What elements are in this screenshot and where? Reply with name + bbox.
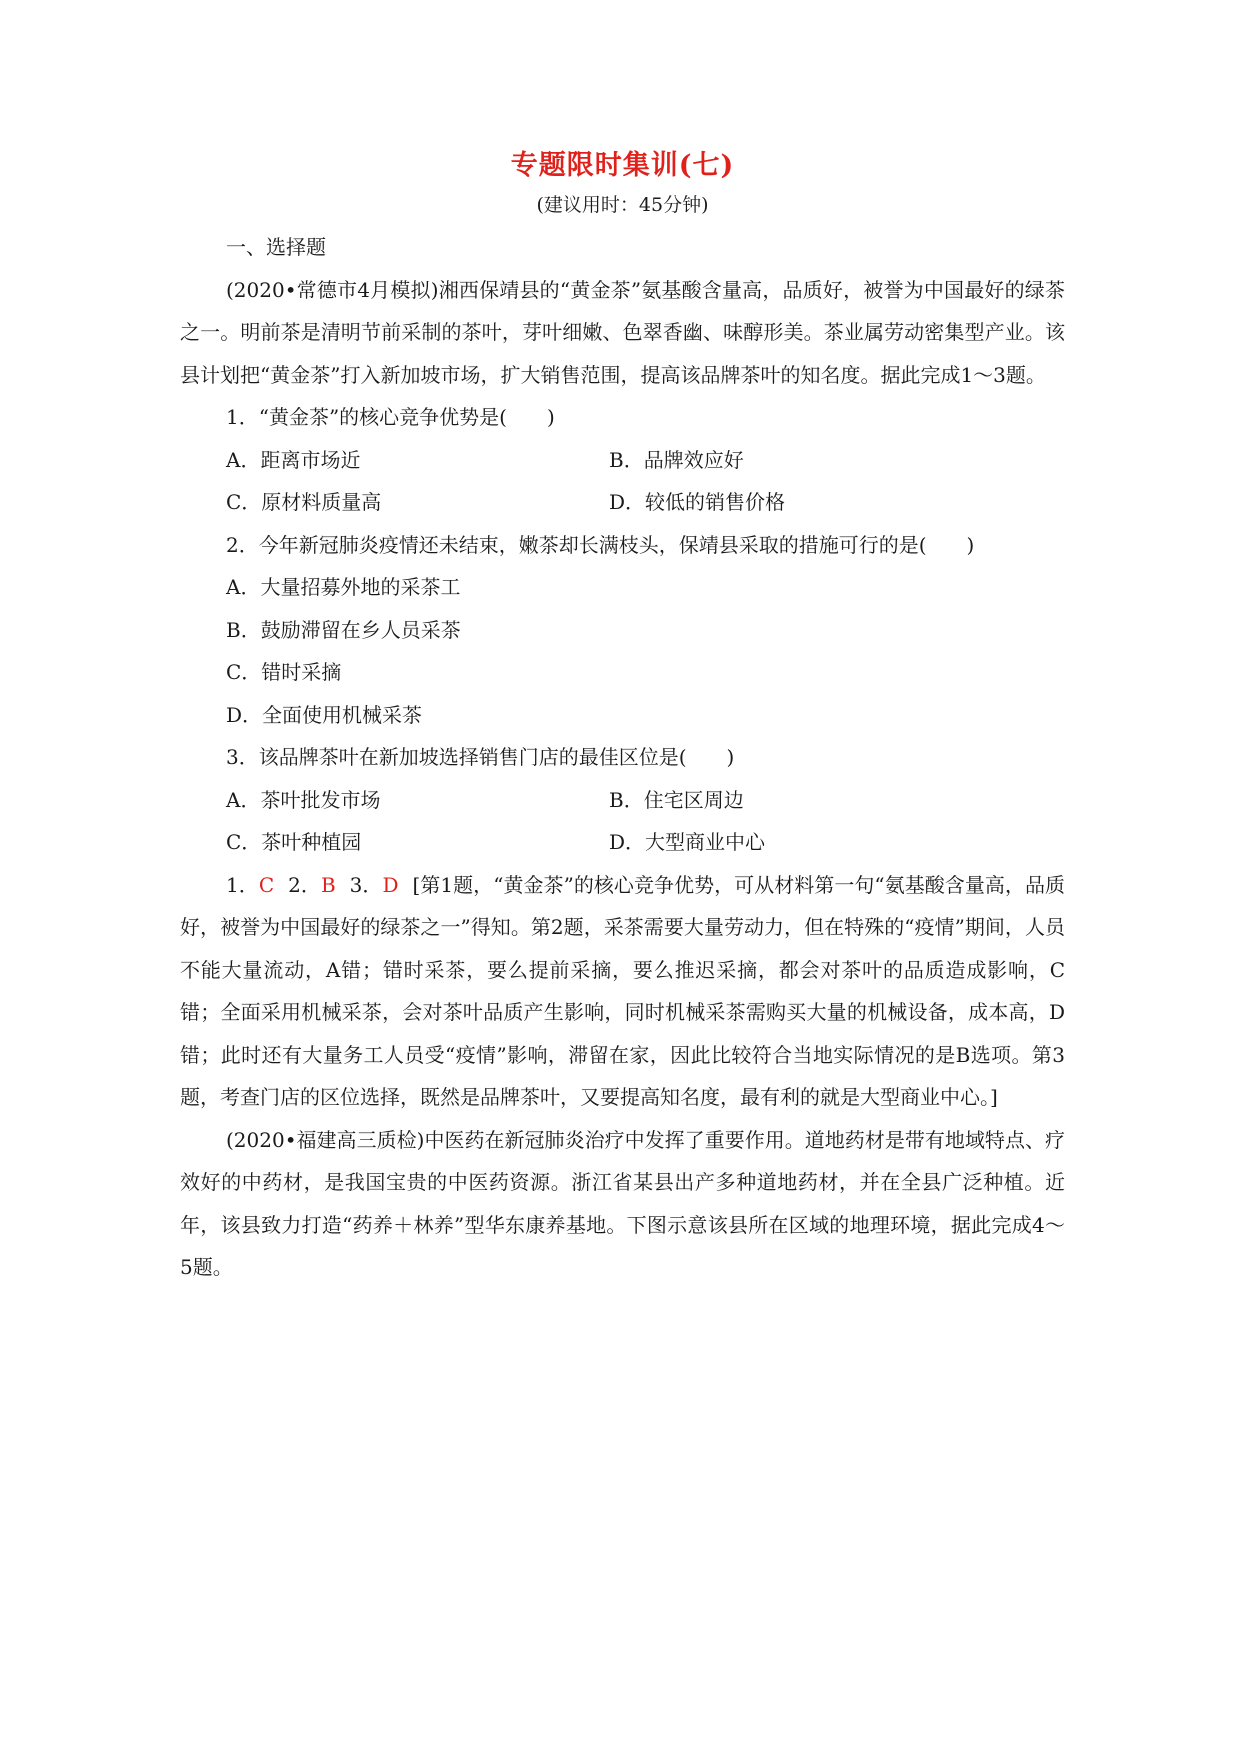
passage-1: (2020•常德市4月模拟)湘西保靖县的“黄金茶”氨基酸含量高，品质好，被誉为中国最好的绿茶之一。明前茶是清明节前采制的茶叶，芽叶细嫩、色翠香幽、味醇形美。茶业属劳动密集型产业。该县计划把“黄金茶”打入新加坡市场，扩大销售范围，提高该品牌茶叶的知名度。据此完成1～3题。: [180, 277, 1065, 387]
answer-3-letter: D: [382, 872, 399, 897]
question-1-option-a: A．距离市场近: [226, 447, 361, 472]
question-1-option-c: C．原材料质量高: [226, 490, 382, 514]
question-3-option-d: D．大型商业中心: [609, 830, 766, 854]
document-page: [180, 148, 1065, 1289]
question-3-stem: 3．该品牌茶叶在新加坡选择销售门店的最佳区位是( ): [226, 745, 735, 769]
question-2-option-d: D．全面使用机械采茶: [226, 702, 423, 727]
answer-1-letter: C: [258, 872, 275, 897]
question-3-option-c: C．茶叶种植园: [226, 830, 362, 854]
question-1-option-d: D．较低的销售价格: [609, 490, 786, 514]
question-2-option-b: B．鼓励滞留在乡人员采茶: [226, 617, 461, 642]
answer-2-number: 2．: [288, 872, 321, 897]
answer-block: [180, 864, 1065, 1119]
section-heading: 一、选择题: [226, 235, 326, 259]
page-title: 专题限时集训(七): [510, 150, 735, 181]
question-2-option-a: A．大量招募外地的采茶工: [226, 575, 461, 599]
question-1-options-row-1: [180, 439, 1065, 482]
answer-1-number: 1．: [226, 872, 259, 897]
question-2-stem: 2．今年新冠肺炎疫情还未结束，嫩茶却长满枝头，保靖县采取的措施可行的是( ): [226, 532, 975, 557]
page-subtitle: (建议用时：45分钟): [536, 194, 709, 216]
question-3-option-b: B．住宅区周边: [609, 787, 744, 812]
question-3-option-a: A．茶叶批发市场: [226, 787, 381, 812]
question-1-stem: 1．“黄金茶”的核心竞争优势是( ): [226, 405, 555, 429]
passage-2: (2020•福建高三质检)中医药在新冠肺炎治疗中发挥了重要作用。道地药材是带有地域特点、疗效好的中药材，是我国宝贵的中医药资源。浙江省某县出产多种道地药材，并在全县广泛种植。近年，该县致力打造“药养＋林养”型华东康养基地。下图示意该县所在区域的地理环境，据此完成4～5题。: [180, 1127, 1065, 1279]
answer-explanation: [第1题，“黄金茶”的核心竞争优势，可从材料第一句“氨基酸含量高，品质好，被誉为中国最好的绿茶之一”得知。第2题，采茶需要大量劳动力，但在特殊的“疫情”期间，人员不能大量流动，A错；错时采茶，要么提前采摘，要么推迟采摘，都会对茶叶的品质造成影响，C错；全面采用机械采茶，会对茶叶品质产生影响，同时机械采茶需购买大量的机械设备，成本高，D错；此时还有大量务工人员受“疫情”影响，滞留在家，因此比较符合当地实际情况的是B选项。第3题，考查门店的区位选择，既然是品牌茶叶，又要提高知名度，最有利的就是大型商业中心。]: [180, 872, 1066, 1109]
answer-2-letter: B: [320, 872, 336, 897]
question-3-options-row-2: [180, 821, 1065, 864]
question-1-option-b: B．品牌效应好: [609, 447, 744, 472]
question-1-options-row-2: [180, 481, 1065, 524]
answer-3-number: 3．: [349, 872, 383, 897]
question-2-option-c: C．错时采摘: [226, 660, 342, 684]
question-3-options-row-1: [180, 779, 1065, 822]
